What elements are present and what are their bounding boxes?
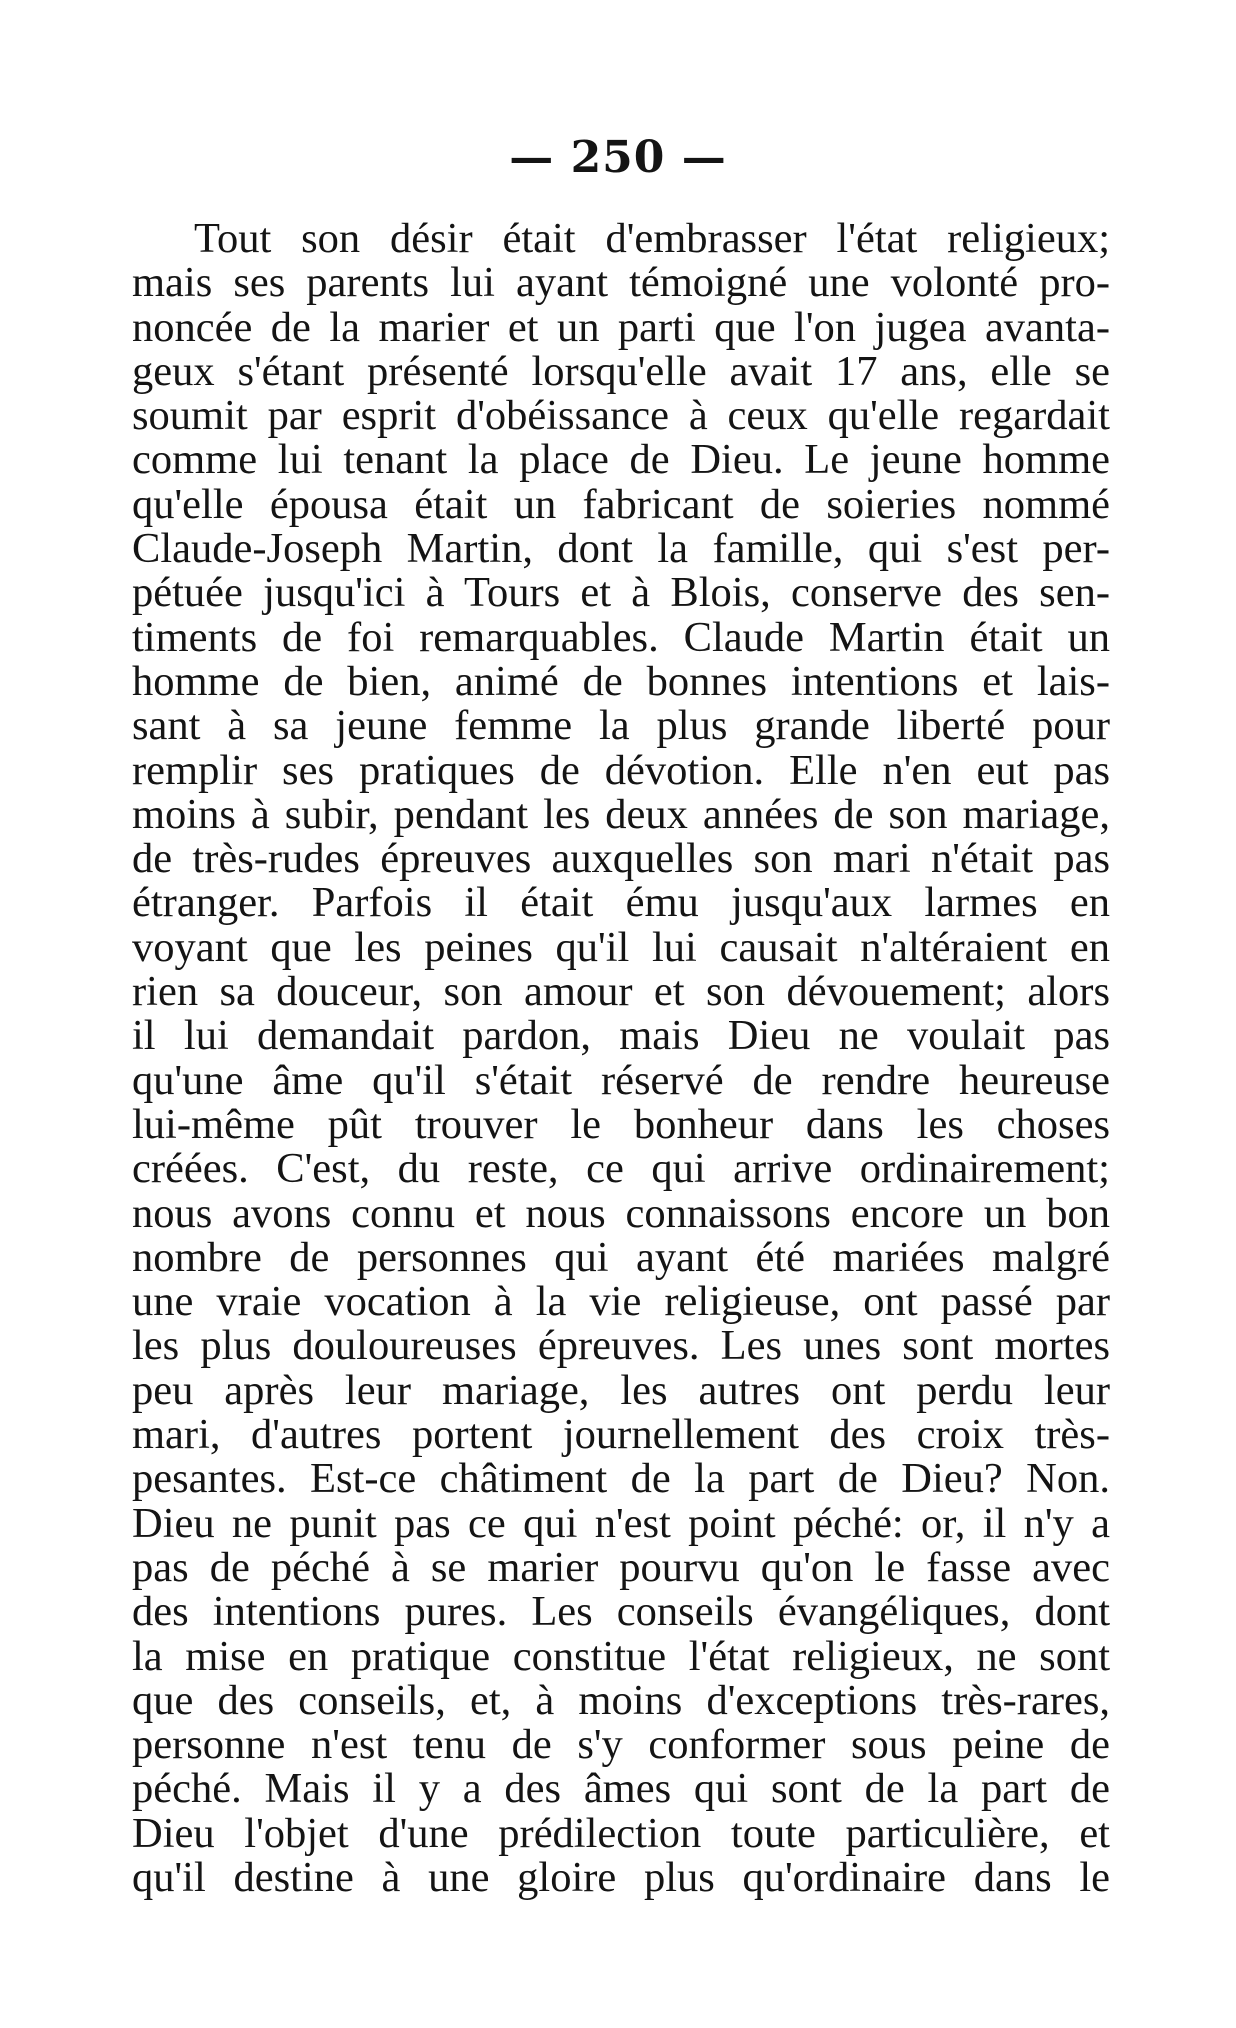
- text-line: que des conseils, et, à moins d'exceptions très-rares,: [132, 1678, 1110, 1724]
- text-line: une vraie vocation à la vie religieuse, ont passé par: [132, 1280, 1110, 1325]
- text-line: Dieu l'objet d'une prédilection toute particulière, et: [132, 1811, 1110, 1856]
- text-line: nous avons connu et nous connaissons encore un bon: [132, 1191, 1110, 1236]
- page-number: — 250 —: [509, 132, 727, 183]
- text-line: des intentions pures. Les conseils évangéliques, dont: [132, 1590, 1110, 1635]
- text-line: lui-même pût trouver le bonheur dans les choses: [132, 1102, 1110, 1148]
- text-line: noncée de la marier et un parti que l'on jugea avanta-: [132, 305, 1110, 350]
- text-line: il lui demandait pardon, mais Dieu ne voulait pas: [132, 1014, 1110, 1059]
- text-line: soumit par esprit d'obéissance à ceux qu'elle regardait: [132, 394, 1110, 439]
- text-line: Tout son désir était d'embrasser l'état religieux;: [194, 217, 1110, 262]
- text-line: de très-rudes épreuves auxquelles son mari n'était pas: [132, 837, 1110, 882]
- text-line: homme de bien, animé de bonnes intentions et lais-: [132, 659, 1110, 705]
- text-line: voyant que les peines qu'il lui causait n'altéraient en: [132, 925, 1110, 971]
- text-line: mari, d'autres portent journellement des croix très-: [132, 1413, 1110, 1458]
- text-line: Dieu ne punit pas ce qui n'est point péché: or, il n'y a: [132, 1501, 1110, 1546]
- text-line: péché. Mais il y a des âmes qui sont de la part de: [132, 1767, 1110, 1812]
- text-line: rien sa douceur, son amour et son dévouement; alors: [132, 970, 1110, 1015]
- text-line: personne n'est tenu de s'y conformer sous peine de: [132, 1723, 1110, 1768]
- text-line: Claude-Joseph Martin, dont la famille, qui s'est per-: [132, 527, 1110, 572]
- text-line: peu après leur mariage, les autres ont perdu leur: [132, 1368, 1110, 1414]
- text-line: nombre de personnes qui ayant été mariées malgré: [132, 1235, 1110, 1281]
- text-line: étranger. Parfois il était ému jusqu'aux larmes en: [132, 881, 1110, 926]
- text-line: remplir ses pratiques de dévotion. Elle n'en eut pas: [132, 748, 1110, 793]
- text-line: pétuée jusqu'ici à Tours et à Blois, conserve des sen-: [132, 571, 1110, 616]
- text-line: pesantes. Est-ce châtiment de la part de Dieu? Non.: [132, 1457, 1110, 1502]
- text-line: moins à subir, pendant les deux années de son mariage,: [132, 792, 1110, 838]
- text-line: mais ses parents lui ayant témoigné une volonté pro-: [132, 261, 1110, 306]
- text-line: geux s'étant présenté lorsqu'elle avait 17 ans, elle se: [132, 349, 1110, 395]
- text-line: sant à sa jeune femme la plus grande liberté pour: [132, 704, 1110, 749]
- text-line: qu'il destine à une gloire plus qu'ordinaire dans le: [132, 1855, 1110, 1901]
- text-line: comme lui tenant la place de Dieu. Le jeune homme: [132, 438, 1110, 483]
- body-text: [132, 217, 1110, 1900]
- text-line: qu'elle épousa était un fabricant de soieries nommé: [132, 482, 1110, 528]
- text-line: la mise en pratique constitue l'état religieux, ne sont: [132, 1634, 1110, 1679]
- text-line: qu'une âme qu'il s'était réservé de rendre heureuse: [132, 1058, 1110, 1103]
- text-line: créées. C'est, du reste, ce qui arrive ordinairement;: [132, 1147, 1110, 1192]
- text-line: timents de foi remarquables. Claude Martin était un: [132, 615, 1110, 660]
- text-line: les plus douloureuses épreuves. Les unes sont mortes: [132, 1324, 1110, 1369]
- text-line: pas de péché à se marier pourvu qu'on le fasse avec: [132, 1545, 1110, 1591]
